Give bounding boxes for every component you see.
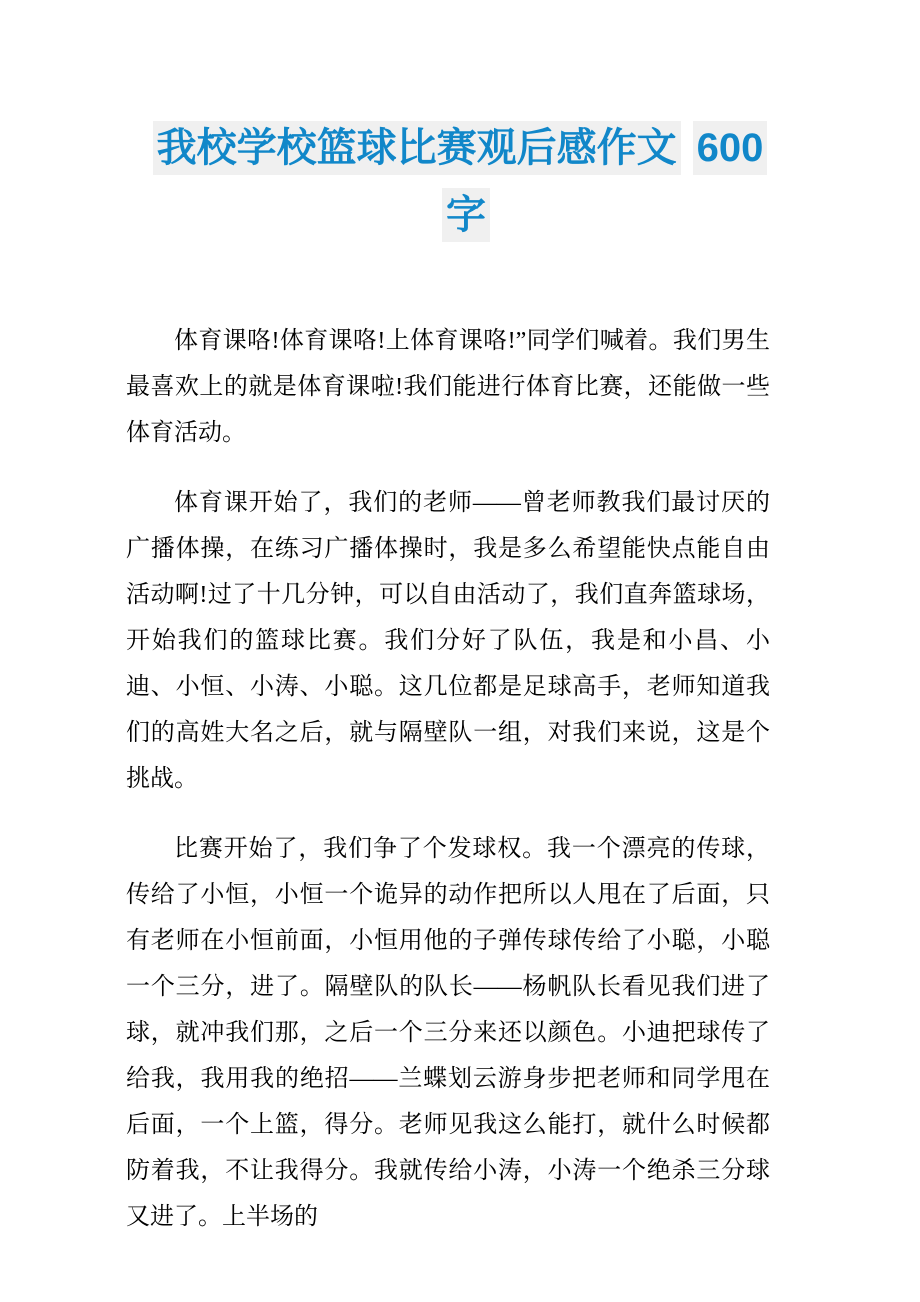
- title-highlighted-text-suffix: 600字: [442, 121, 767, 242]
- document-body: [126, 318, 770, 1240]
- paragraph-3: 比赛开始了，我们争了个发球权。我一个漂亮的传球，传给了小恒，小恒一个诡异的动作把所以人甩在了后面，只有老师在小恒前面，小恒用他的子弹传球传给了小聪，小聪一个三分，进了。隔壁队的队长——杨帆队长看见我们进了球，就冲我们那，之后一个三分来还以颜色。小迪把球传了给我，我用我的绝招——兰蝶划云游身步把老师和同学甩在后面，一个上篮，得分。老师见我这么能打，就什么时候都防着我，不让我得分。我就传给小涛，小涛一个绝杀三分球又进了。上半场的: [126, 836, 770, 1230]
- paragraph-1: 体育课咯!体育课咯!上体育课咯!”同学们喊着。我们男生最喜欢上的就是体育课啦!我们能进行体育比赛，还能做一些体育活动。: [126, 328, 770, 446]
- title-highlighted-text-main: 我校学校篮球比赛观后感作文: [153, 121, 681, 175]
- paragraph-2: 体育课开始了，我们的老师——曾老师教我们最讨厌的广播体操，在练习广播体操时，我是多么希望能快点能自由活动啊!过了十几分钟，可以自由活动了，我们直奔篮球场，开始我们的篮球比赛。我们分好了队伍，我是和小昌、小迪、小恒、小涛、小聪。这几位都是足球高手，老师知道我们的高姓大名之后，就与隔壁队一组，对我们来说，这是个挑战。: [126, 490, 770, 792]
- page-title: [150, 115, 770, 249]
